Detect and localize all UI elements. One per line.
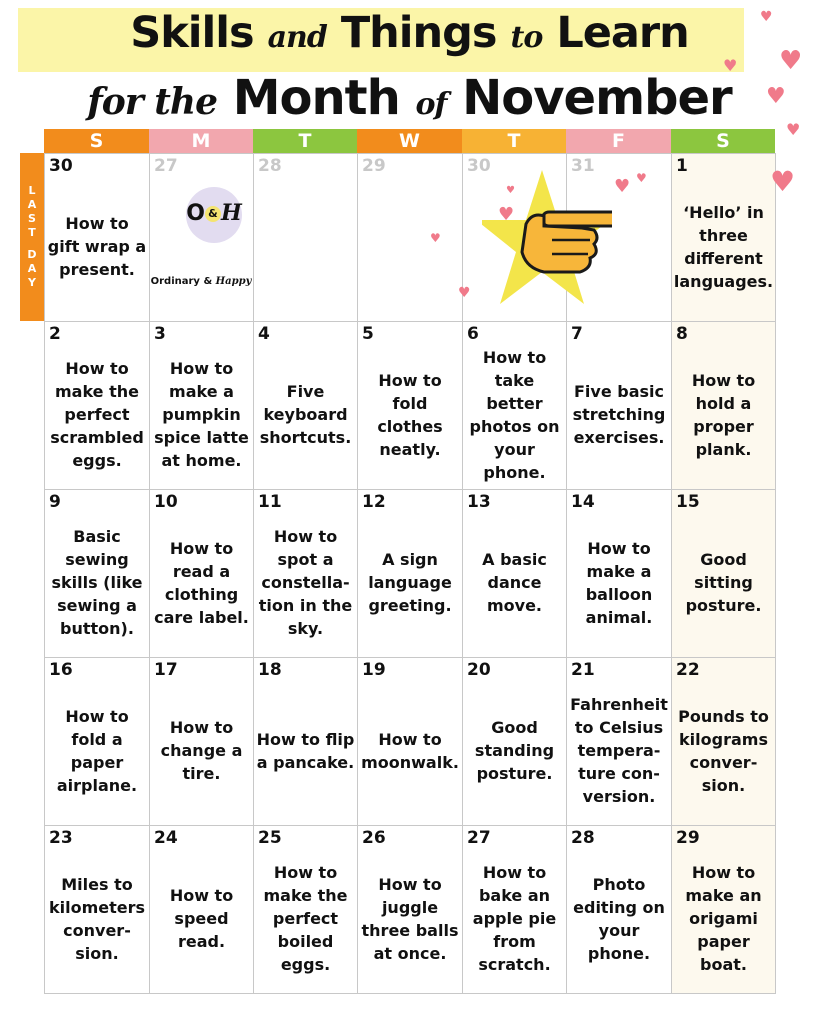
- tab-letter: A: [27, 262, 37, 275]
- calendar-day-cell: [462, 657, 567, 826]
- day-number: 17: [154, 660, 178, 680]
- day-number: 13: [467, 492, 491, 512]
- calendar-day-cell: [671, 153, 776, 322]
- skill-text: How to moonwalk.: [361, 729, 459, 772]
- day-number: 24: [154, 828, 178, 848]
- calendar-day-cell: [44, 153, 150, 322]
- calendar-day-cell: [357, 153, 463, 322]
- calendar-day-cell: [149, 489, 254, 658]
- day-number: 7: [571, 324, 583, 344]
- weekday-header: M: [149, 129, 253, 153]
- heart-icon: ♥: [458, 285, 471, 301]
- weekday-header: S: [671, 129, 775, 153]
- calendar-day-cell: [253, 825, 358, 994]
- heart-icon: ♥: [614, 176, 631, 197]
- calendar-day-cell: [566, 489, 672, 658]
- tab-letter: L: [28, 184, 36, 197]
- tab-letter: A: [27, 198, 37, 211]
- skill-text: ‘Hello’ in three different languages.: [673, 202, 774, 291]
- day-number: 8: [676, 324, 688, 344]
- skill-text: How to make a pumpkin spice latte at home.: [154, 359, 249, 470]
- brand-logo-name: Ordinary & Happy: [150, 276, 252, 287]
- heart-icon: ♥: [779, 46, 803, 76]
- heart-icon: ♥: [506, 185, 515, 196]
- skill-text: Five basic stretching exercises.: [572, 382, 666, 447]
- calendar-day-cell: [671, 825, 776, 994]
- day-number: 27: [467, 828, 491, 848]
- calendar-day-cell: [566, 657, 672, 826]
- skill-text: How to make an origami paper boat.: [685, 863, 762, 974]
- day-number: 22: [676, 660, 700, 680]
- day-number: 25: [258, 828, 282, 848]
- calendar-day-cell: [253, 321, 358, 490]
- day-number: 19: [362, 660, 386, 680]
- day-number: 1: [676, 156, 688, 176]
- title-word: Month: [232, 70, 400, 126]
- skill-text: How to read a clothing care label.: [154, 538, 249, 627]
- title-word: Learn: [556, 8, 689, 58]
- title-word-script: for the: [87, 81, 217, 123]
- calendar-day-cell: [149, 657, 254, 826]
- heart-icon: ♥: [723, 56, 738, 75]
- page-title-line-1: [0, 8, 819, 58]
- title-word-script: and: [267, 20, 327, 55]
- weekday-header: T: [462, 129, 566, 153]
- heart-icon: ♥: [770, 165, 796, 198]
- skill-text: How to fold clothes neatly.: [377, 370, 443, 459]
- title-word: Things: [340, 8, 497, 58]
- skill-text: [360, 178, 460, 315]
- day-number: 27: [154, 156, 178, 176]
- calendar-day-cell: [44, 489, 150, 658]
- title-word-script: of: [415, 87, 447, 122]
- skill-text: How to bake an apple pie from scratch.: [472, 863, 557, 974]
- calendar-day-cell: [671, 489, 776, 658]
- skill-text: How to change a tire.: [160, 718, 243, 783]
- skill-text: How to gift wrap a present.: [47, 214, 147, 279]
- skill-text: Good sitting posture.: [685, 550, 762, 615]
- weekday-header: W: [357, 129, 462, 153]
- calendar-day-cell: [253, 153, 358, 322]
- last-day-tab: [20, 153, 44, 321]
- skill-text: Photo editing on your phone.: [573, 874, 665, 963]
- day-number: 28: [258, 156, 282, 176]
- day-number: 29: [676, 828, 700, 848]
- day-number: 3: [154, 324, 166, 344]
- skill-text: Pounds to kilograms conver-sion.: [678, 706, 769, 795]
- day-number: 28: [571, 828, 595, 848]
- skill-text: How to fold a paper airplane.: [56, 706, 138, 795]
- skill-text: Good standing posture.: [474, 718, 555, 783]
- day-number: 4: [258, 324, 270, 344]
- day-number: 11: [258, 492, 282, 512]
- calendar-day-cell: [253, 657, 358, 826]
- heart-icon: ♥: [766, 84, 786, 109]
- day-number: 18: [258, 660, 282, 680]
- day-number: 30: [467, 156, 491, 176]
- star-pointing-hand-graphic: [482, 168, 612, 308]
- calendar-day-cell: [357, 825, 463, 994]
- pointing-hand-icon: [522, 212, 612, 272]
- calendar-day-cell: [462, 825, 567, 994]
- skill-text: Fahrenheit to Celsius tempera-ture con-version.: [570, 695, 668, 806]
- skill-text: Five keyboard shortcuts.: [259, 382, 352, 447]
- calendar-day-cell: [462, 489, 567, 658]
- skill-text: How to make the perfect boiled eggs.: [263, 863, 348, 974]
- tab-letter: S: [28, 212, 36, 225]
- calendar-day-cell: [253, 489, 358, 658]
- skill-text: A basic dance move.: [482, 550, 547, 615]
- calendar-day-cell: [671, 321, 776, 490]
- day-number: 20: [467, 660, 491, 680]
- skill-text: How to take better photos on your phone.: [469, 347, 560, 482]
- skill-text: Basic sewing skills (like sewing a button).: [51, 527, 143, 638]
- calendar-day-cell: [671, 657, 776, 826]
- calendar-day-cell: [44, 321, 150, 490]
- calendar-day-cell: [566, 321, 672, 490]
- heart-icon: ♥: [760, 9, 773, 25]
- skill-text: How to make the perfect scrambled eggs.: [50, 359, 144, 470]
- day-number: 2: [49, 324, 61, 344]
- day-number: 15: [676, 492, 700, 512]
- day-number: 14: [571, 492, 595, 512]
- day-number: 6: [467, 324, 479, 344]
- skill-text: How to make a balloon animal.: [585, 538, 653, 627]
- calendar-day-cell: [357, 657, 463, 826]
- page-title-line-2: [0, 70, 819, 126]
- title-word-script: to: [510, 20, 543, 55]
- day-number: 5: [362, 324, 374, 344]
- day-number: 23: [49, 828, 73, 848]
- heart-icon: ♥: [786, 120, 801, 139]
- skill-text: How to flip a pancake.: [256, 729, 355, 772]
- skill-text: [256, 178, 355, 315]
- day-number: 26: [362, 828, 386, 848]
- calendar-day-cell: [44, 657, 150, 826]
- heart-icon: ♥: [636, 171, 647, 185]
- skill-text: How to speed read.: [169, 886, 234, 951]
- tab-letter: D: [27, 248, 37, 261]
- calendar-day-cell: [149, 825, 254, 994]
- weekday-header: F: [566, 129, 671, 153]
- calendar-day-cell: [149, 321, 254, 490]
- day-number: 30: [49, 156, 73, 176]
- brand-logo-mark: O & H: [186, 200, 242, 226]
- tab-letter: T: [28, 226, 36, 239]
- day-number: 12: [362, 492, 386, 512]
- day-number: 10: [154, 492, 178, 512]
- day-number: 9: [49, 492, 61, 512]
- star-icon: [482, 168, 612, 308]
- title-word: Skills: [130, 8, 254, 58]
- skill-text: Miles to kilometers conver-sion.: [48, 874, 146, 963]
- skill-text: How to juggle three balls at once.: [361, 874, 459, 963]
- day-number: 21: [571, 660, 595, 680]
- day-number: 16: [49, 660, 73, 680]
- skill-text: How to hold a proper plank.: [691, 370, 756, 459]
- heart-icon: ♥: [430, 231, 441, 245]
- tab-letter: Y: [28, 276, 36, 289]
- weekday-header: S: [44, 129, 149, 153]
- title-word: November: [462, 70, 732, 126]
- day-number: 31: [571, 156, 595, 176]
- calendar-day-cell: [357, 489, 463, 658]
- calendar-day-cell: [566, 825, 672, 994]
- weekday-header: T: [253, 129, 357, 153]
- heart-icon: ♥: [498, 204, 515, 225]
- calendar-day-cell: [357, 321, 463, 490]
- skill-text: How to spot a constella-tion in the sky.: [258, 527, 353, 638]
- calendar-day-cell: [44, 825, 150, 994]
- skill-text: A sign language greeting.: [368, 550, 452, 615]
- day-number: 29: [362, 156, 386, 176]
- calendar-day-cell: [462, 321, 567, 490]
